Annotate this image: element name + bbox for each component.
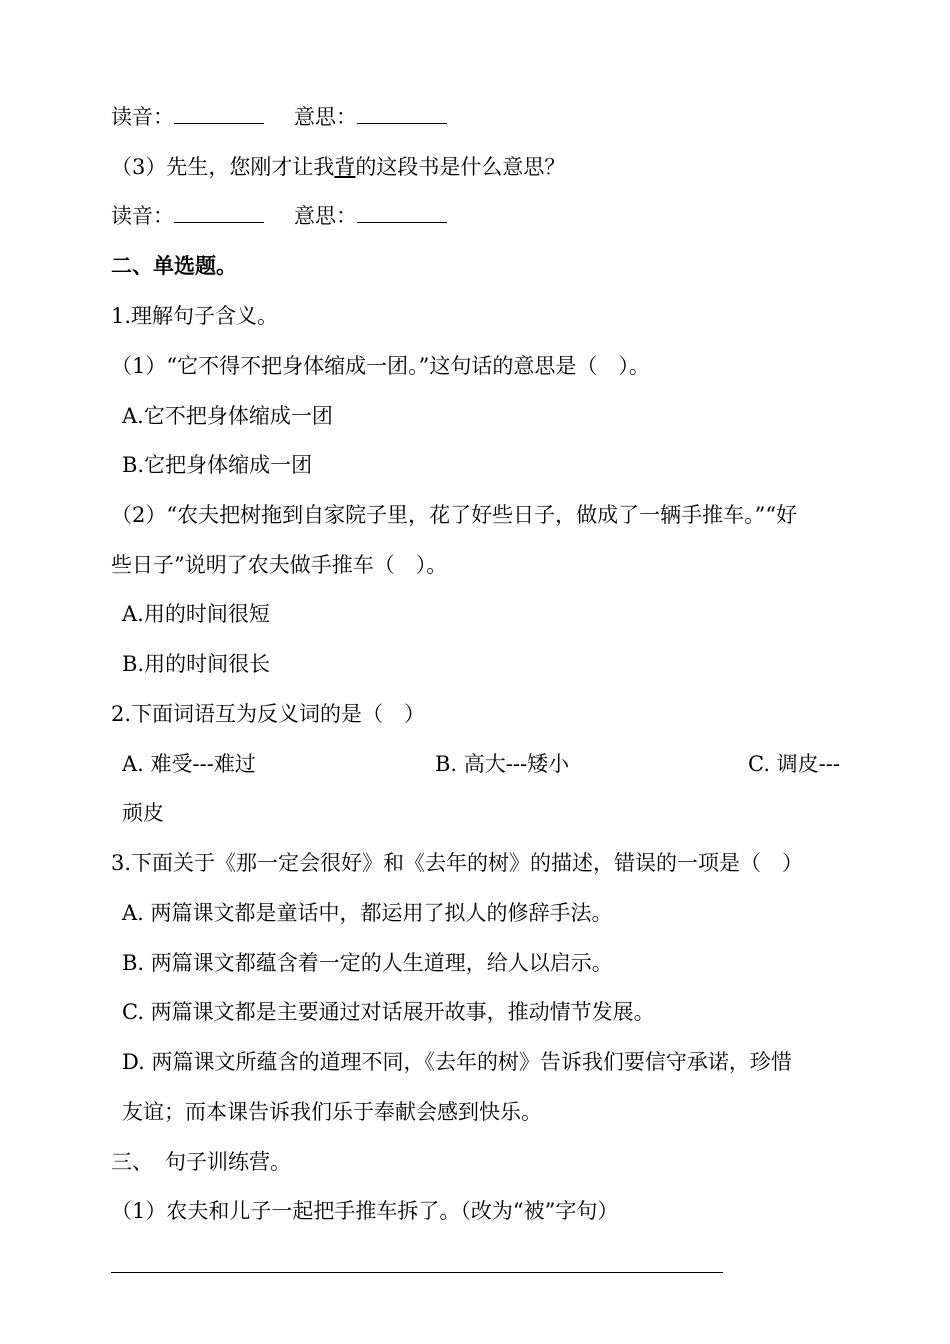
meaning-label: 意思： bbox=[294, 105, 357, 129]
s2-q2-option-a[interactable]: A. 难受---难过 bbox=[122, 752, 256, 776]
reading-answer-line-3 bbox=[111, 203, 447, 229]
s2-q2-option-c[interactable]: C. 调皮--- bbox=[748, 752, 840, 776]
section2-heading: 二、单选题。 bbox=[111, 253, 237, 278]
reading-blank[interactable] bbox=[174, 105, 264, 124]
reading-answer-line-2 bbox=[111, 104, 447, 130]
s2-q2-option-b[interactable]: B. 高大---矮小 bbox=[435, 752, 570, 776]
s2-q1-1: （1）“它不得不把身体缩成一团。”这句话的意思是（ ）。 bbox=[111, 354, 650, 378]
reading-label: 读音： bbox=[111, 105, 174, 129]
s2-q3-option-c[interactable]: C. 两篇课文都是主要通过对话展开故事，推动情节发展。 bbox=[122, 1000, 655, 1024]
s2-q1-2-option-a[interactable]: A.用的时间很短 bbox=[122, 602, 270, 626]
question-item-3: （3）先生，您刚才让我背的这段书是什么意思？ bbox=[111, 155, 566, 179]
s2-q3-title: 3.下面关于《那一定会很好》和《去年的树》的描述，错误的一项是（ ） bbox=[111, 851, 804, 875]
s2-q3-option-d-line1[interactable]: D. 两篇课文所蕴含的道理不同，《去年的树》告诉我们要信守承诺，珍惜 bbox=[122, 1050, 792, 1074]
s3-item1: （1）农夫和儿子一起把手推车拆了。（改为“被”字句） bbox=[111, 1199, 619, 1223]
reading-blank[interactable] bbox=[174, 204, 264, 223]
section3-heading: 三、 句子训练营。 bbox=[111, 1150, 291, 1174]
meaning-blank[interactable] bbox=[357, 204, 447, 223]
s2-q1-1-option-a[interactable]: A.它不把身体缩成一团 bbox=[122, 404, 333, 428]
reading-label: 读音： bbox=[111, 204, 174, 228]
s2-q2-title: 2.下面词语互为反义词的是（ ） bbox=[111, 702, 426, 726]
meaning-label: 意思： bbox=[294, 204, 357, 228]
s2-q1-2-line1: （2）“农夫把树拖到自家院子里，花了好些日子，做成了一辆手推车。”“好 bbox=[111, 503, 798, 527]
meaning-blank[interactable] bbox=[357, 105, 447, 124]
underlined-character: 背 bbox=[334, 155, 356, 179]
s2-q3-option-a[interactable]: A. 两篇课文都是童话中，都运用了拟人的修辞手法。 bbox=[122, 901, 613, 925]
answer-line[interactable] bbox=[111, 1272, 723, 1273]
s2-q3-option-d-line2: 友谊；而本课告诉我们乐于奉献会感到快乐。 bbox=[122, 1100, 542, 1124]
s2-q3-option-b[interactable]: B. 两篇课文都蕴含着一定的人生道理，给人以启示。 bbox=[122, 951, 613, 975]
s2-q2-option-c-cont: 顽皮 bbox=[122, 801, 164, 825]
s2-q1-2-option-b[interactable]: B.用的时间很长 bbox=[122, 652, 271, 676]
s2-q1-title: 1.理解句子含义。 bbox=[111, 304, 279, 328]
s2-q1-2-line2: 些日子”说明了农夫做手推车（ ）。 bbox=[111, 553, 448, 577]
s2-q1-1-option-b[interactable]: B.它把身体缩成一团 bbox=[122, 453, 313, 477]
